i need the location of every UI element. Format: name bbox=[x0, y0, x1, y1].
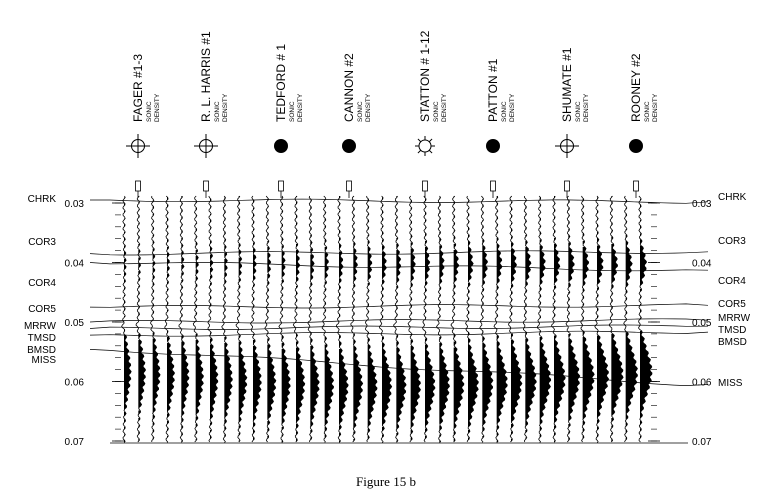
well-log-sonic: SONIC bbox=[357, 101, 364, 122]
well-datum-marker bbox=[136, 181, 141, 191]
trace-fill bbox=[525, 201, 536, 440]
oil-well-icon bbox=[486, 139, 500, 153]
well-log-sonic: SONIC bbox=[214, 101, 221, 122]
well-log-sonic: SONIC bbox=[289, 101, 296, 122]
trace-fill bbox=[554, 196, 565, 443]
figure-caption: Figure 15 b bbox=[356, 474, 416, 489]
gas-ray bbox=[429, 139, 432, 142]
time-tick-label: 0.07 bbox=[692, 437, 712, 448]
well-headers bbox=[126, 30, 659, 198]
horizon-line-tmsd bbox=[90, 325, 708, 330]
trace-fill bbox=[353, 196, 362, 442]
trace-fill bbox=[210, 199, 218, 439]
horizon-label-right: MISS bbox=[718, 378, 743, 389]
well-header bbox=[274, 44, 304, 198]
horizon-label-left: COR4 bbox=[28, 278, 56, 289]
well-name: PATTON #1 bbox=[486, 58, 500, 122]
time-tick-label: 0.07 bbox=[64, 437, 84, 448]
trace-line bbox=[122, 196, 132, 442]
time-tick-label: 0.03 bbox=[692, 199, 712, 210]
trace-fill bbox=[382, 198, 392, 444]
oil-well-icon bbox=[342, 139, 356, 153]
well-datum-marker bbox=[204, 181, 209, 191]
trace-fill bbox=[239, 196, 247, 442]
horizon-label-right: CHRK bbox=[718, 192, 747, 203]
time-axis-left bbox=[65, 199, 124, 448]
well-name: R. L. HARRIS #1 bbox=[199, 31, 213, 122]
trace-line bbox=[538, 196, 551, 442]
well-log-density: DENSITY bbox=[509, 93, 516, 122]
horizon-label-right: COR3 bbox=[718, 236, 746, 247]
horizon-label-right: COR5 bbox=[718, 299, 746, 310]
well-log-sonic: SONIC bbox=[146, 101, 153, 122]
horizon-label-left: MISS bbox=[31, 355, 56, 366]
time-tick-label: 0.04 bbox=[64, 258, 84, 270]
horizon-label-right: TMSD bbox=[718, 325, 747, 336]
well-log-sonic: SONIC bbox=[644, 101, 651, 122]
well-header bbox=[629, 53, 659, 198]
horizon-label-right: BMSD bbox=[718, 337, 747, 348]
well-log-density: DENSITY bbox=[441, 93, 448, 122]
horizon-label-right: MRRW bbox=[718, 313, 751, 324]
well-log-sonic: SONIC bbox=[575, 101, 582, 122]
horizon-label-left: COR5 bbox=[28, 304, 56, 315]
gas-ray bbox=[418, 139, 421, 142]
trace-fill bbox=[339, 196, 348, 443]
well-name: TEDFORD # 1 bbox=[274, 43, 288, 122]
trace-line bbox=[208, 196, 218, 442]
well-log-sonic: SONIC bbox=[433, 101, 440, 122]
well-header bbox=[126, 54, 161, 198]
well-log-density: DENSITY bbox=[652, 93, 659, 122]
well-header bbox=[342, 53, 372, 198]
time-tick-label: 0.04 bbox=[692, 258, 712, 270]
time-tick-label: 0.06 bbox=[64, 377, 84, 389]
trace-fill bbox=[454, 196, 464, 442]
well-log-density: DENSITY bbox=[297, 93, 304, 122]
well-header bbox=[486, 58, 516, 198]
well-name: FAGER #1-3 bbox=[131, 53, 145, 122]
well-name: STATTON # 1-12 bbox=[418, 30, 432, 122]
gas-ray bbox=[429, 150, 432, 153]
well-log-density: DENSITY bbox=[154, 93, 161, 122]
well-name: SHUMATE #1 bbox=[560, 47, 574, 122]
trace-fill bbox=[138, 196, 145, 442]
oil-well-icon bbox=[629, 139, 643, 153]
oil-well-icon bbox=[274, 139, 288, 153]
well-datum-marker bbox=[491, 181, 496, 191]
trace-line bbox=[609, 196, 623, 442]
time-tick-label: 0.06 bbox=[692, 377, 712, 389]
trace-fill bbox=[540, 198, 551, 444]
well-log-density: DENSITY bbox=[365, 93, 372, 122]
horizon-label-left: TMSD bbox=[27, 333, 56, 344]
time-axis-right bbox=[648, 199, 712, 448]
trace-line bbox=[595, 196, 609, 442]
horizon-label-left: CHRK bbox=[27, 194, 56, 205]
well-datum-marker bbox=[279, 181, 284, 191]
trace-fill bbox=[282, 198, 291, 444]
well-name: ROONEY #2 bbox=[629, 53, 643, 122]
well-header bbox=[555, 47, 590, 198]
time-tick-label: 0.03 bbox=[64, 199, 84, 210]
well-name: CANNON #2 bbox=[342, 53, 356, 122]
time-tick-label: 0.05 bbox=[692, 318, 712, 329]
well-datum-marker bbox=[423, 181, 428, 191]
time-tick-label: 0.05 bbox=[64, 318, 84, 329]
trace-fill bbox=[611, 196, 623, 442]
trace-fill bbox=[253, 201, 261, 441]
trace-fill bbox=[497, 196, 508, 443]
horizon-label-left: COR3 bbox=[28, 237, 56, 248]
well-header bbox=[415, 30, 448, 198]
well-log-density: DENSITY bbox=[583, 93, 590, 122]
well-log-sonic: SONIC bbox=[501, 101, 508, 122]
gas-well-icon bbox=[419, 140, 431, 152]
horizon-line-cor5 bbox=[90, 304, 708, 308]
well-datum-marker bbox=[347, 181, 352, 191]
trace-fill bbox=[296, 196, 305, 442]
trace-line bbox=[151, 196, 160, 442]
well-log-density: DENSITY bbox=[222, 93, 229, 122]
horizon-line-chrk bbox=[90, 199, 708, 203]
well-datum-marker bbox=[634, 181, 639, 191]
gas-ray bbox=[418, 150, 421, 153]
horizon-line-mrrw bbox=[90, 319, 708, 323]
trace-fill bbox=[511, 196, 522, 442]
horizon-label-left: BMSD bbox=[27, 345, 56, 356]
horizon-label-right: COR4 bbox=[718, 276, 746, 287]
well-datum-marker bbox=[565, 181, 570, 191]
trace-line bbox=[165, 196, 175, 442]
horizon-label-left: MRRW bbox=[23, 321, 56, 332]
well-header bbox=[194, 31, 229, 198]
